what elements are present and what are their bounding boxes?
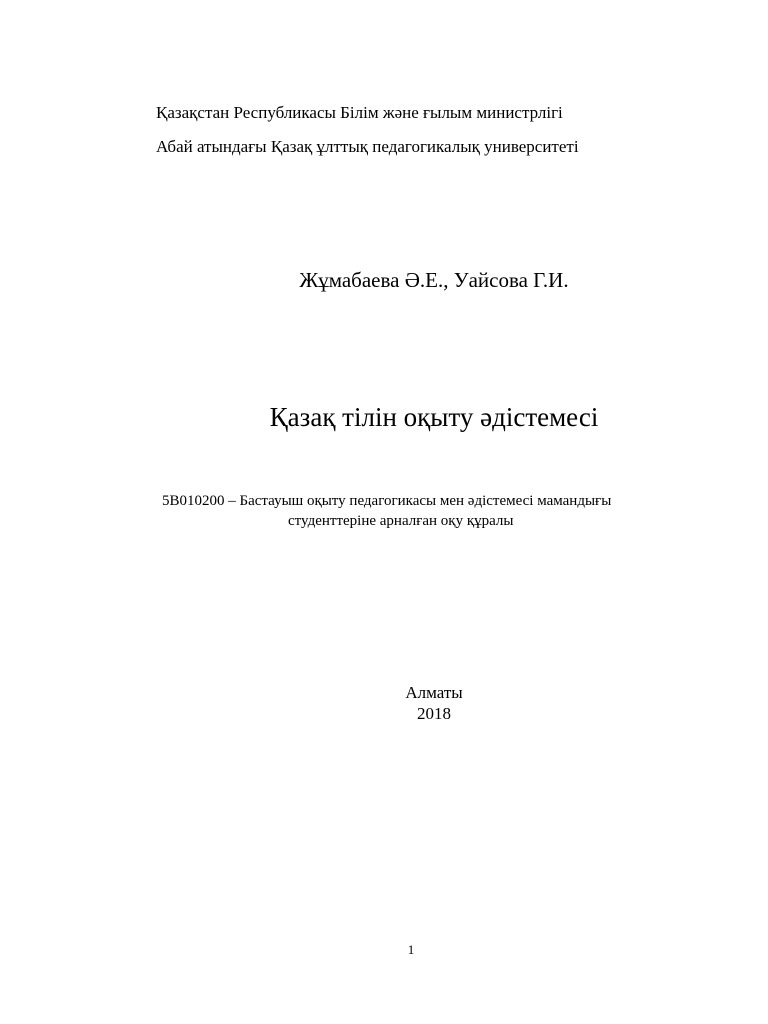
specialty-line-1: 5В010200 – Бастауыш оқыту педагогикасы мен әдістемесі мамандығы (162, 493, 612, 509)
ministry-name: Қазақстан Республикасы Білім және ғылым министрлігі (156, 103, 563, 122)
publication-city: Алматы (405, 683, 463, 702)
publication-year: 2018 (417, 704, 451, 723)
book-title: Қазақ тілін оқыту әдістемесі (269, 402, 599, 432)
university-name: Абай атындағы Қазақ ұлттық педагогикалық университеті (156, 137, 579, 156)
specialty-line-2: студенттеріне арналған оқу құралы (288, 513, 514, 529)
authors: Жұмабаева Ә.Е., Уайсова Г.И. (299, 268, 569, 292)
page-number: 1 (407, 942, 415, 957)
